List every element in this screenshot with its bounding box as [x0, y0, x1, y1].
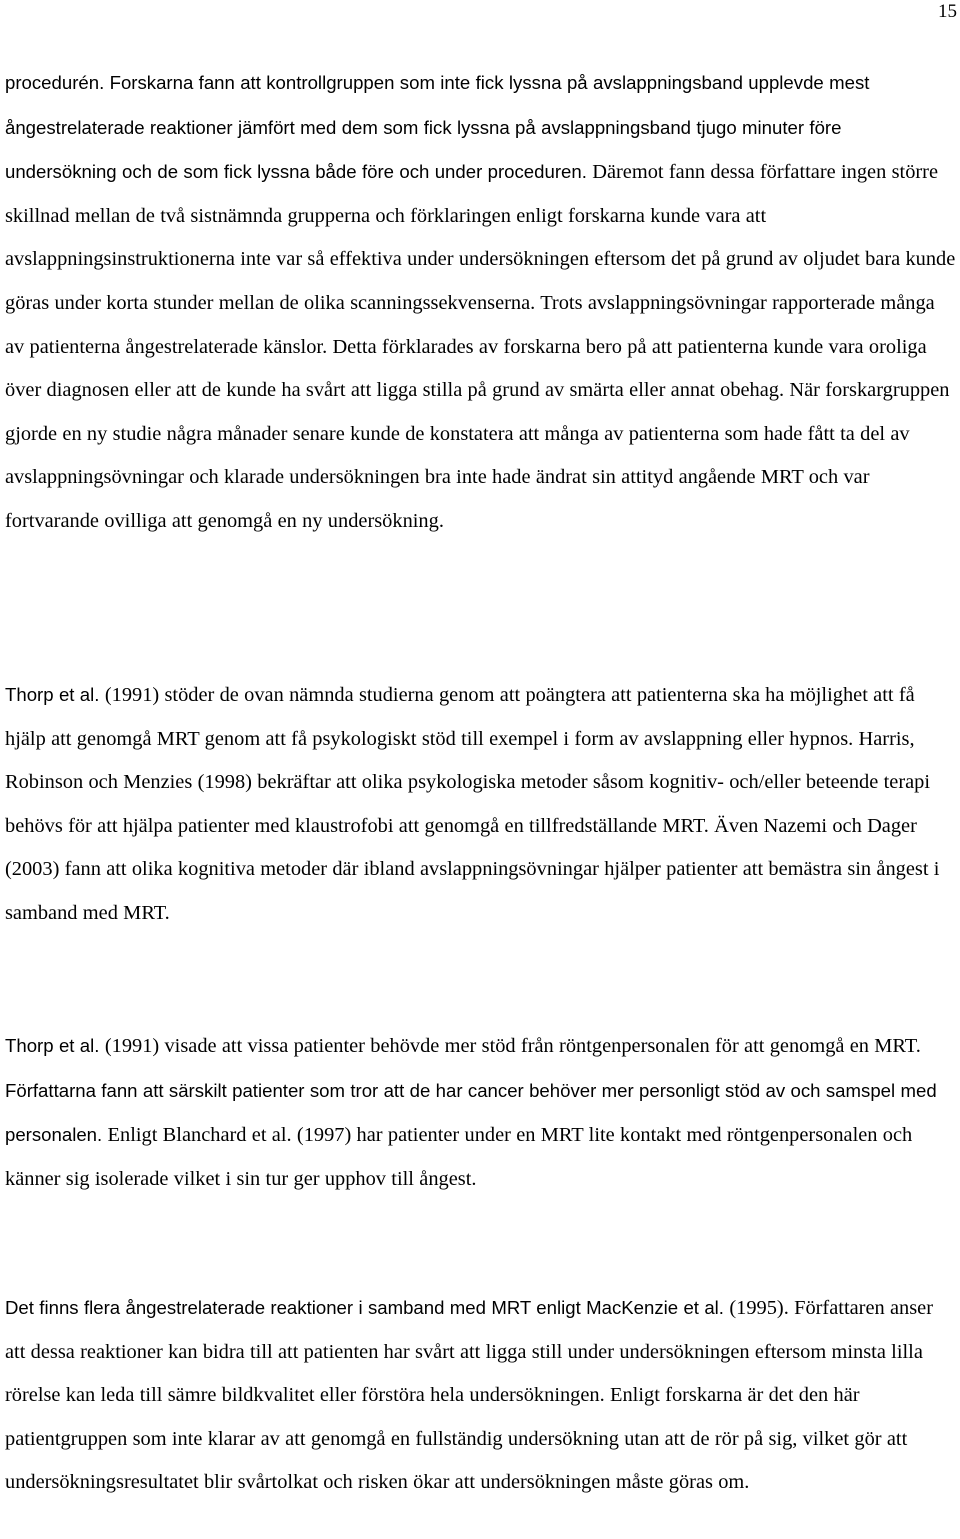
paragraph-4: [5, 1286, 958, 1505]
paragraph-3-part-3: Författarna fann att särskilt patienter som tror att de har cancer behöver mer personligt stöd av och samspel med personalen.: [5, 1079, 937, 1146]
paragraph-4-part-1: Det finns flera ångestrelaterade reaktioner i samband med MRT enligt MacKenzie et al.: [5, 1297, 730, 1318]
paragraph-3-part-4: Enligt Blanchard et al. (1997) har patienter under en MRT lite kontakt med röntgenpersonalen och känner sig isolerade vilket i sin tur ger upphov till ångest.: [5, 1124, 913, 1190]
page-number: 15: [938, 1, 957, 22]
paragraph-3: [5, 1024, 958, 1201]
paragraph-2-part-2: (1991) stöder de ovan nämnda studierna genom att poängtera att patienterna ska ha möjlighet att få hjälp att genomgå MRT genom att få psykologiskt stöd till exempel i form av avslappning eller hypnos. Harris, Robinson och Menzies (1998) bekräftar att olika psykologiska metoder såsom kognitiv- och/eller beteende terapi behövs för att hjälpa patienter med klaustrofobi att genomgå en tillfredställande MRT. Även Nazemi och Dager (2003) fann att olika kognitiva metoder där ibland avslappningsövningar hjälper patienter att bemästra sin ångest i samband med MRT.: [5, 684, 940, 924]
paragraph-3-part-2: (1991) visade att vissa patienter behövde mer stöd från röntgenpersonalen för att genomgå en MRT.: [104, 1035, 921, 1057]
paragraph-2-part-1: Thorp et al.: [5, 684, 105, 705]
paragraph-1: [5, 61, 958, 544]
paragraph-4-part-3: Författaren anser att dessa reaktioner kan bidra till att patienten har svårt att ligga still under undersökningen eftersom minsta lilla rörelse kan leda till sämre bildkvalitet eller förstöra hela undersökningen. Enligt forskarna är det den här patientgruppen som inte klarar av att genomgå en fullständig undersökning utan att de rör på sig, vilket gör att undersökningsresultatet blir svårtolkat och risken ökar att undersökningen måste göras om.: [5, 1297, 934, 1494]
paragraph-2: [5, 673, 958, 936]
paragraph-4-part-2: (1995).: [729, 1297, 795, 1319]
paragraph-3-part-1: Thorp et al.: [5, 1035, 105, 1056]
paragraph-1-part-1: procedurén. Forskarna fann att kontrollgruppen som inte fick lyssna på avslappningsband upplevde mest ångestrelaterade reaktioner jämfört med dem som fick lyssna på avslappningsband tjugo minuter före undersökning och de som fick lyssna både före och under proceduren.: [5, 72, 870, 183]
paragraph-1-part-2: Däremot fann dessa författare ingen större skillnad mellan de två sistnämnda grupperna och förklaringen enligt forskarna kunde vara att avslappningsinstruktionerna inte var så effektiva under undersökningen eftersom det på grund av oljudet bara kunde göras under korta stunder mellan de olika scanningssekvenserna. Trots avslappningsövningar rapporterade många av patienterna ångestrelaterade känslor. Detta förklarades av forskarna bero på att patienterna kunde vara oroliga över diagnosen eller att de kunde ha svårt att ligga stilla på grund av smärta eller annat obehag. När forskargruppen gjorde en ny studie några månader senare kunde de konstatera att många av patienterna som hade fått ta del av avslappningsövningar och klarade undersökningen bra inte hade ändrat sin attityd angående MRT och var fortvarande ovilliga att genomgå en ny undersökning.: [5, 161, 956, 532]
